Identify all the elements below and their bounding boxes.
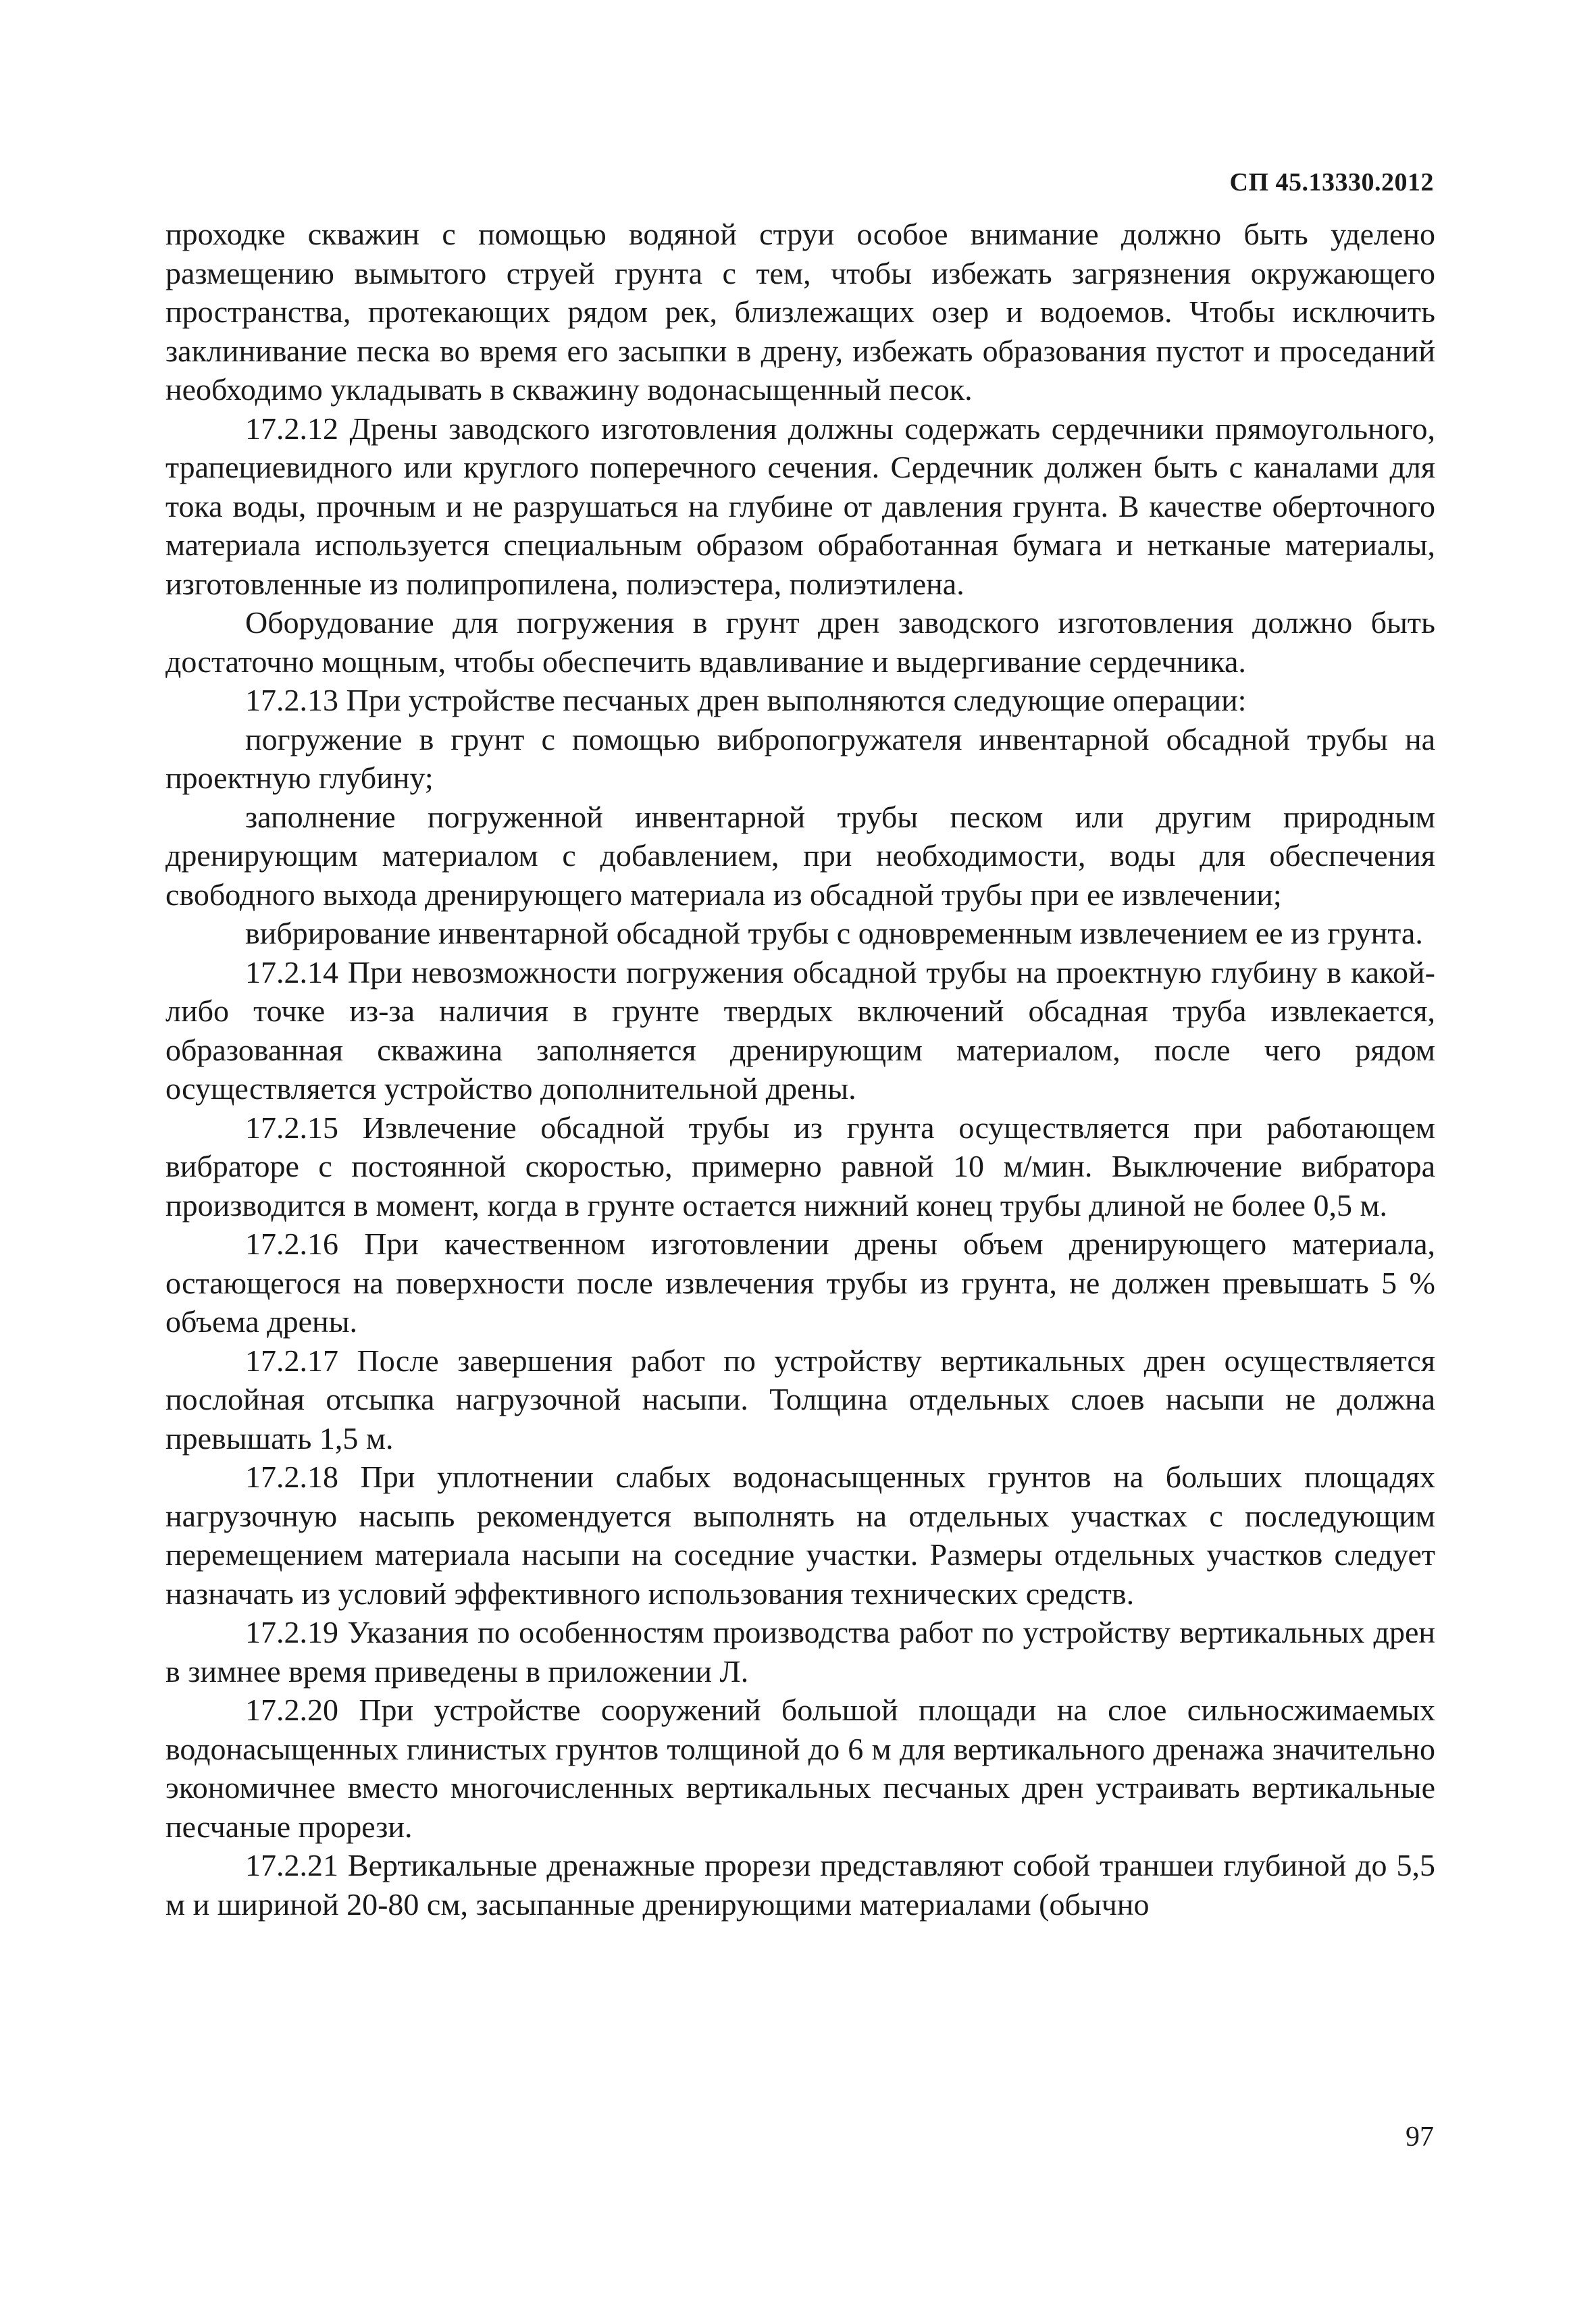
paragraph-17-2-15: 17.2.15 Извлечение обсадной трубы из грунта осуществляется при работающем вибраторе с постоянной скоростью, примерно равной 10 м/мин. Выключение вибратора производится в момент, когда в грунте остается нижний конец трубы длиной не более 0,5 м.	[165, 1110, 1435, 1223]
paragraph-17-2-18: 17.2.18 При уплотнении слабых водонасыщенных грунтов на больших площадях нагрузочную насыпь рекомендуется выполнять на отдельных участках с последующим перемещением материала насыпи на соседние участки. Размеры отдельных участков следует назначать из условий эффективного использования технических средств.	[165, 1460, 1435, 1611]
paragraph-17-2-19: 17.2.19 Указания по особенностям производства работ по устройству вертикальных дрен в зимнее время приведены в приложении Л.	[165, 1615, 1435, 1689]
paragraph-17-2-14: 17.2.14 При невозможности погружения обсадной трубы на проектную глубину в какой-либо точке из-за наличия в грунте твердых включений обсадная труба извлекается, образованная скважина заполняется дренирующим материалом, после чего рядом осуществляется устройство дополнительной дрены.	[165, 954, 1435, 1106]
paragraph-17-2-21: 17.2.21 Вертикальные дренажные прорези представляют собой траншеи глубиной до 5,5 м и шириной 20-80 см, засыпанные дренирующими материалами (обычно	[165, 1848, 1435, 1922]
document-code: СП 45.13330.2012	[1229, 168, 1434, 197]
body-text	[165, 215, 1435, 1924]
paragraph-17-2-20: 17.2.20 При устройстве сооружений большой площади на слое сильносжимаемых водонасыщенных глинистых грунтов толщиной до 6 м для вертикального дренажа значительно экономичнее вместо многочисленных вертикальных песчаных дрен устраивать вертикальные песчаные прорези.	[165, 1693, 1435, 1844]
page-number: 97	[1406, 2122, 1434, 2153]
list-item-filling: заполнение погруженной инвентарной трубы песком или другим природным дренирующим материалом с добавлением, при необходимости, воды для обеспечения свободного выхода дренирующего материала из обсадной трубы при ее извлечении;	[165, 799, 1435, 912]
paragraph-17-2-17: 17.2.17 После завершения работ по устройству вертикальных дрен осуществляется послойная отсыпка нагрузочной насыпи. Толщина отдельных слоев насыпи не должна превышать 1,5 м.	[165, 1343, 1435, 1456]
paragraph-continuation: проходке скважин с помощью водяной струи особое внимание должно быть уделено размещению вымытого струей грунта с тем, чтобы избежать загрязнения окружающего пространства, протекающих рядом рек, близлежащих озер и водоемов. Чтобы исключить заклинивание песка во время его засыпки в дрену, избежать образования пустот и проседаний необходимо укладывать в скважину водонасыщенный песок.	[165, 217, 1435, 407]
paragraph-17-2-12: 17.2.12 Дрены заводского изготовления должны содержать сердечники прямоугольного, трапециевидного или круглого поперечного сечения. Сердечник должен быть с каналами для тока воды, прочным и не разрушаться на глубине от давления грунта. В качестве оберточного материала используется специальным образом обработанная бумага и нетканые материалы, изготовленные из полипропилена, полиэстера, полиэтилена.	[165, 411, 1435, 601]
list-item-immersion: погружение в грунт с помощью вибропогружателя инвентарной обсадной трубы на проектную глубину;	[165, 721, 1435, 795]
list-item-vibration: вибрирование инвентарной обсадной трубы с одновременным извлечением ее из грунта.	[245, 916, 1423, 950]
paragraph-equipment: Оборудование для погружения в грунт дрен заводского изготовления должно быть достаточно мощным, чтобы обеспечить вдавливание и выдергивание сердечника.	[165, 605, 1435, 679]
paragraph-17-2-16: 17.2.16 При качественном изготовлении дрены объем дренирующего материала, остающегося на поверхности после извлечения трубы из грунта, не должен превышать 5 % объема дрены.	[165, 1227, 1435, 1339]
paragraph-17-2-13: 17.2.13 При устройстве песчаных дрен выполняются следующие операции:	[245, 683, 1247, 717]
